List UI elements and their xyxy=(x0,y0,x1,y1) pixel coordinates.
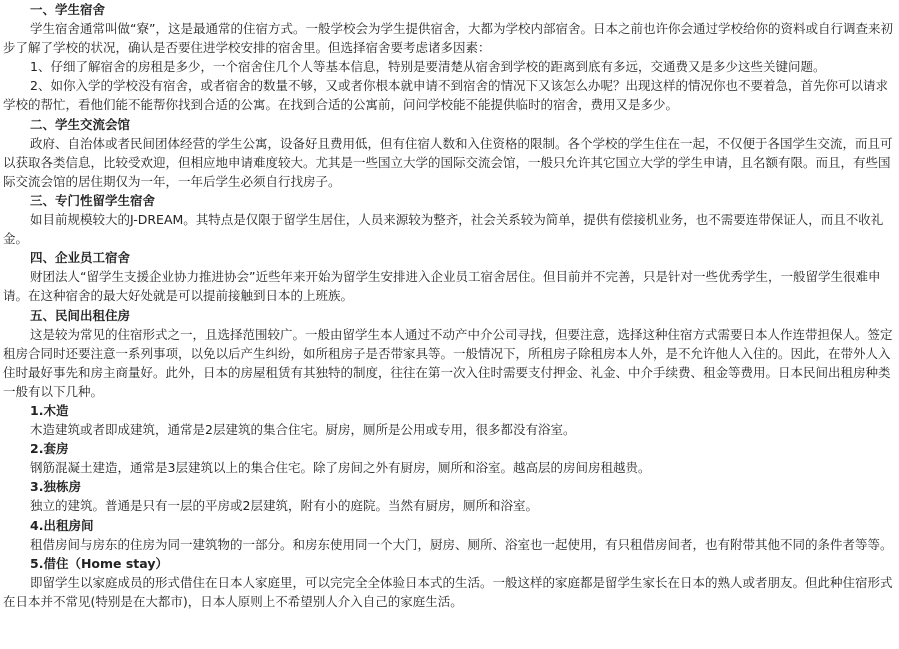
paragraph: 这是较为常见的住宿形式之一，且选择范围较广。一般由留学生本人通过不动产中介公司寻找，但要注意，选择这种住宿方式需要日本人作连带担保人。签定租房合同时还要注意一系列事项，以免以后产生纠纷，如所租房子是否带家具等。一般情况下，所租房子除租房本人外，是不允许他人入住的。因此，在带外人入住时最好事先和房主商量好。此外，日本的房屋租赁有其独特的制度，往往在第一次入住时需要支付押金、礼金、中介手续费、租金等费用。日本民间出租房种类一般有以下几种。 xyxy=(3,326,893,399)
subsection-heading: 1.木造 xyxy=(30,402,69,418)
paragraph: 1、仔细了解宿舍的房租是多少，一个宿舍住几个人等基本信息，特别是要清楚从宿舍到学校的距离到底有多远，交通费又是多少这些关键问题。 xyxy=(30,59,826,75)
paragraph: 财团法人“留学生支援企业协力推进协会”近些年来开始为留学生安排进入企业员工宿舍居住。但目前并不完善，只是针对一些优秀学生，一般留学生很难申请。在这种宿舍的最大好处就是可以提前接触到日本的上班族。 xyxy=(3,269,881,304)
subsection-heading: 5.借住（Home stay） xyxy=(30,555,168,571)
paragraph: 木造建筑或者即成建筑，通常是2层建筑的集合住宅。厨房，厕所是公用或专用，很多都没有浴室。 xyxy=(30,422,576,438)
paragraph: 钢筋混凝土建造，通常是3层建筑以上的集合住宅。除了房间之外有厨房，厕所和浴室。越高层的房间房租越贵。 xyxy=(30,460,651,476)
subsection-heading: 2.套房 xyxy=(30,441,69,457)
paragraph: 政府、自治体或者民间团体经营的学生公寓，设备好且费用低，但有住宿人数和入住资格的限制。各个学校的学生住在一起，不仅便于各国学生交流，而且可以获取各类信息，比较受欢迎，但相应地申请难度较大。尤其是一些国立大学的国际交流会馆，一般只允许其它国立大学的学生申请，且名额有限。而且，有些国际交流会馆的居住期仅为一年，一年后学生必须自行找房子。 xyxy=(3,135,893,189)
section-heading: 五、民间出租住房 xyxy=(30,307,131,323)
paragraph: 独立的建筑。普通是只有一层的平房或2层建筑，附有小的庭院。当然有厨房，厕所和浴室。 xyxy=(30,498,538,514)
subsection-heading: 4.出租房间 xyxy=(30,517,94,533)
subsection-heading: 3.独栋房 xyxy=(30,479,81,495)
section-heading: 四、企业员工宿舍 xyxy=(30,250,131,266)
paragraph: 如目前规模较大的J-DREAM。其特点是仅限于留学生居住，人员来源较为整齐，社会关系较为简单，提供有偿接机业务，也不需要连带保证人，而且不收礼金。 xyxy=(3,212,884,247)
paragraph: 2、如你入学的学校没有宿舍，或者宿舍的数量不够，又或者你根本就申请不到宿舍的情况下又该怎么办呢？出现这样的情况你也不要着急，首先你可以请求学校的帮忙，看他们能不能帮你找到合适的公寓。在找到合适的公寓前，问问学校能不能提供临时的宿舍，费用又是多少。 xyxy=(3,78,888,113)
paragraph: 租借房间与房东的住房为同一建筑物的一部分。和房东使用同一个大门，厨房、厕所、浴室也一起使用，有只租借房间者，也有附带其他不同的条件者等等。 xyxy=(30,536,893,552)
section-heading: 三、专门性留学生宿舍 xyxy=(30,192,156,208)
paragraph: 即留学生以家庭成员的形式借住在日本人家庭里，可以完完全全体验日本式的生活。一般这样的家庭都是留学生家长在日本的熟人或者朋友。但此种住宿形式在日本并不常见(特别是在大都市)，日本人原则上不希望别人介入自己的家庭生活。 xyxy=(3,574,893,609)
paragraph: 学生宿舍通常叫做“寮”，这是最通常的住宿方式。一般学校会为学生提供宿舍，大都为学校内部宿舍。日本之前也许你会通过学校给你的资料或自行调查来初步了解了学校的状况，确认是否要住进学校安排的宿舍里。但选择宿舍要考虑诸多因素： xyxy=(3,21,893,56)
section-heading: 一、学生宿舍 xyxy=(30,2,106,17)
section-heading: 二、学生交流会馆 xyxy=(30,116,131,132)
